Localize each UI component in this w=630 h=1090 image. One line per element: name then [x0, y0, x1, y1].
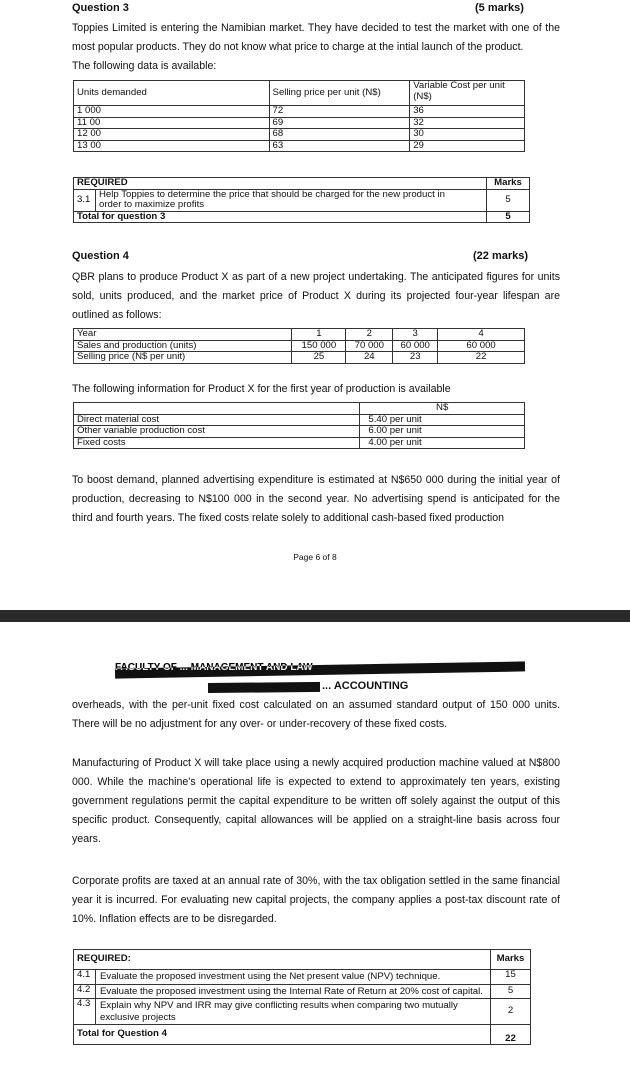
table-row: [74, 329, 525, 341]
total-marks: 22: [491, 1025, 531, 1045]
item-number: 4.2: [74, 984, 96, 999]
document-page-7: [0, 622, 630, 1090]
table-cell: 12 00: [74, 129, 270, 141]
table-cell: 2: [346, 329, 393, 341]
table-cell: 11 00: [74, 117, 270, 129]
table-row: [74, 352, 525, 364]
question-4-required-table: [73, 949, 531, 1045]
table-cell: 29: [410, 140, 525, 152]
item-text: Explain why NPV and IRR may give conflicting results when comparing two mutually exclusive projects: [96, 999, 491, 1025]
required-total-row: [74, 211, 530, 223]
required-header: REQUIRED:: [74, 950, 491, 970]
advertising-paragraph: To boost demand, planned advertising expenditure is estimated at N$650 000 during the initial year of production, decreasing to N$100 000 in the second year. No advertising spend is anticipated for the third and fourth years. The fixed costs relate solely to additional cash-based fixed production: [72, 474, 560, 524]
table-row: [74, 340, 525, 352]
total-marks: 5: [487, 211, 530, 223]
question-3-marks: (5 marks): [475, 2, 524, 14]
table-cell: 32: [410, 117, 525, 129]
required-item-row: [74, 970, 531, 985]
item-marks: 5: [487, 189, 530, 211]
header-cell: Units demanded: [74, 81, 270, 106]
year-table: [73, 328, 525, 364]
table-cell: Other variable production cost: [74, 426, 360, 438]
table-cell: 13 00: [74, 140, 270, 152]
table-row: [74, 140, 525, 152]
machine-paragraph: Manufacturing of Product X will take place using a newly acquired production machine valued at N$800 000. While the machine's operational life is expected to extend to approximately ten years, existing government regulations permit the capital expenditure to be written off solely against the output of this specific product. Consequently, capital allowances will be applied on a straight-line basis across four years.: [72, 757, 560, 845]
department-header: ... ACCOUNTING: [322, 680, 409, 692]
required-total-row: [74, 1025, 531, 1045]
item-text: Evaluate the proposed investment using the Internal Rate of Return at 20% cost of capital.: [96, 984, 491, 999]
table-cell: 25: [292, 352, 346, 364]
cost-info-intro: The following information for Product X for the first year of production is available: [72, 383, 451, 395]
item-number: 4.3: [74, 999, 96, 1025]
table-cell: 60 000: [438, 340, 525, 352]
currency-header: N$: [360, 403, 525, 415]
required-item-row: [74, 984, 531, 999]
table-cell: 68: [269, 129, 410, 141]
faculty-header: FACULTY OF ... MANAGEMENT AND LAW: [115, 662, 313, 673]
table-row: [74, 129, 525, 141]
tax-paragraph: Corporate profits are taxed at an annual rate of 30%, with the tax obligation settled in the same financial year it is incurred. For evaluating new capital projects, the company applies a post-tax discount rate of 10%. Inflation effects are to be disregarded.: [72, 875, 560, 925]
table-cell: 60 000: [393, 340, 438, 352]
item-number: 4.1: [74, 970, 96, 985]
cost-table: [73, 402, 525, 449]
required-item-row: [74, 999, 531, 1025]
table-cell: 24: [346, 352, 393, 364]
table-cell: 36: [410, 106, 525, 118]
table-cell: 70 000: [346, 340, 393, 352]
question-4-title: Question 4: [72, 250, 129, 262]
table-row: [74, 106, 525, 118]
item-text: Evaluate the proposed investment using the Net present value (NPV) technique.: [96, 970, 491, 985]
table-cell: [74, 403, 360, 415]
page-footer: Page 6 of 8: [293, 552, 337, 562]
table-row: [74, 426, 525, 438]
required-header-row: [74, 178, 530, 190]
table-cell: 3: [393, 329, 438, 341]
header-cell: Selling price per unit (N$): [269, 81, 410, 106]
table-cell: 1: [292, 329, 346, 341]
table-row: [74, 117, 525, 129]
item-number: 3.1: [74, 189, 96, 211]
item-marks: 15: [491, 970, 531, 985]
table-cell: Sales and production (units): [74, 340, 292, 352]
table-cell: Direct material cost: [74, 414, 360, 426]
required-item-row: [74, 189, 530, 211]
question-3-title: Question 3: [72, 2, 129, 14]
table-cell: 150 000: [292, 340, 346, 352]
total-label: Total for question 3: [74, 211, 487, 223]
question-3-required-table: [73, 177, 530, 223]
table-header-row: [74, 403, 525, 415]
required-header-row: [74, 950, 531, 970]
table-cell: 63: [269, 140, 410, 152]
item-marks: 2: [491, 999, 531, 1025]
table-cell: 22: [438, 352, 525, 364]
overheads-paragraph: overheads, with the per-unit fixed cost calculated on an assumed standard output of 150 000 units. There will be no adjustment for any over- or under-recovery of these fixed costs.: [72, 699, 560, 730]
total-label: Total for Question 4: [74, 1025, 491, 1045]
table-row: [74, 414, 525, 426]
table-header-row: [74, 81, 525, 106]
required-header: REQUIRED: [74, 178, 487, 190]
table-cell: 5.40 per unit: [360, 414, 525, 426]
item-text: Help Toppies to determine the price that should be charged for the new product in order to maximize profits: [96, 189, 487, 211]
table-cell: Year: [74, 329, 292, 341]
table-cell: 69: [269, 117, 410, 129]
page-separator: [0, 610, 630, 622]
table-cell: 23: [393, 352, 438, 364]
table-cell: Selling price (N$ per unit): [74, 352, 292, 364]
demand-price-table: [73, 80, 525, 152]
table-cell: 4: [438, 329, 525, 341]
table-cell: 4.00 per unit: [360, 437, 525, 449]
table-cell: Fixed costs: [74, 437, 360, 449]
item-marks: 5: [491, 984, 531, 999]
table-cell: 6.00 per unit: [360, 426, 525, 438]
question-3-data-note: The following data is available:: [72, 60, 217, 72]
marks-header: Marks: [487, 178, 530, 190]
marks-header: Marks: [491, 950, 531, 970]
question-3-intro: Toppies Limited is entering the Namibian market. They have decided to test the market with one of the most popular products. They do not know what price to charge at the intial launch of the product.: [72, 22, 560, 53]
question-4-intro: QBR plans to produce Product X as part of a new project undertaking. The anticipated figures for units sold, units produced, and the market price of Product X during its projected four-year lifespan are outlined as follows:: [72, 271, 560, 321]
question-4-marks: (22 marks): [473, 250, 529, 262]
header-cell: Variable Cost per unit (N$): [410, 81, 525, 106]
table-cell: 1 000: [74, 106, 270, 118]
table-cell: 72: [269, 106, 410, 118]
table-cell: 30: [410, 129, 525, 141]
table-row: [74, 437, 525, 449]
